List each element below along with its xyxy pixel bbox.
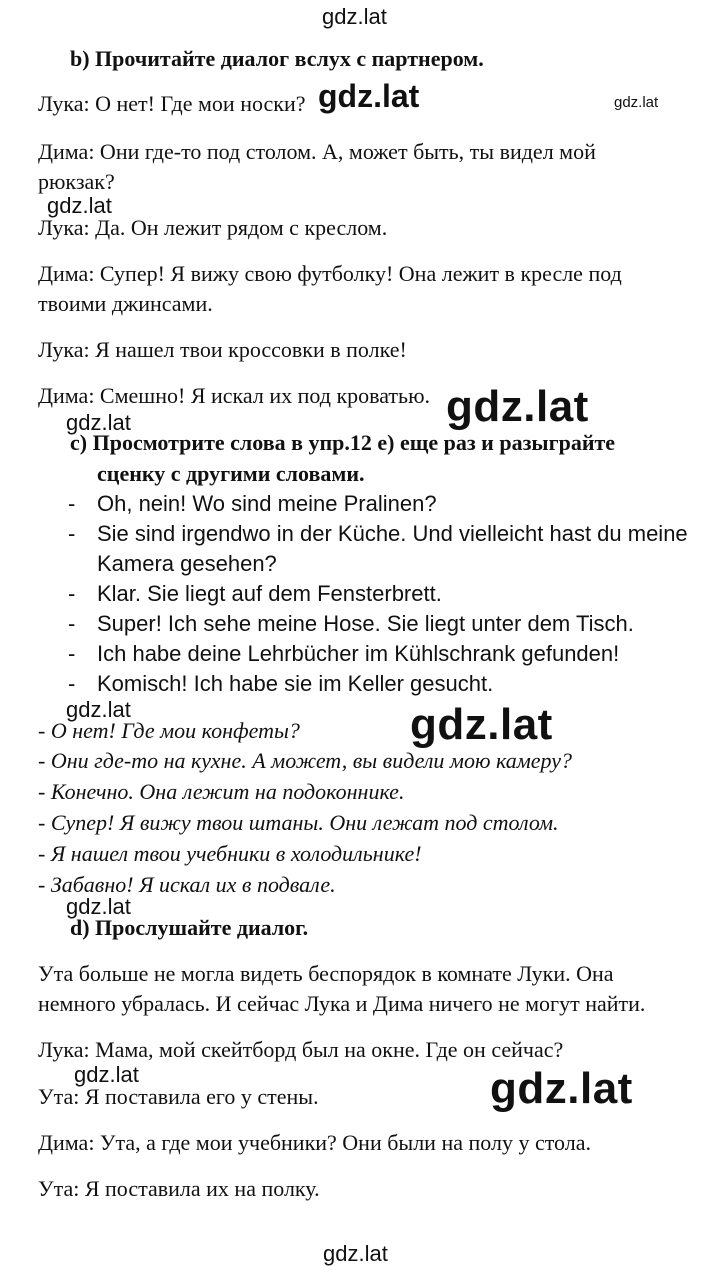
watermark-big: gdz.lat (410, 700, 553, 749)
dialog-line: Лука: Я нашел твои кроссовки в полке! (38, 337, 407, 362)
dialog-line: Ута: Я поставила его у стены. (38, 1084, 319, 1109)
russian-translation-line: - Я нашел твои учебники в холодильнике! (38, 841, 422, 866)
russian-translation-line: - О нет! Где мои конфеты? (38, 718, 300, 743)
dialog-line: Дима: Смешно! Я искал их под кроватью. (38, 383, 431, 408)
german-line: Sie sind irgendwo in der Küche. Und vielleicht hast du meine (97, 521, 688, 546)
list-dash: - (68, 671, 76, 696)
german-line: Kamera gesehen? (97, 551, 277, 576)
list-dash: - (68, 521, 76, 546)
german-line: Komisch! Ich habe sie im Keller gesucht. (97, 671, 494, 696)
german-line: Super! Ich sehe meine Hose. Sie liegt unter dem Tisch. (97, 611, 634, 636)
watermark-big: gdz.lat (490, 1064, 633, 1113)
list-dash: - (68, 641, 76, 666)
watermark-left: gdz.lat (47, 193, 112, 218)
russian-translation-line: - Они где-то на кухне. А может, вы видели мою камеру? (38, 748, 573, 773)
dialog-line: Дима: Ута, а где мои учебники? Они были на полу у стола. (38, 1130, 591, 1155)
dialog-line: Ута: Я поставила их на полку. (38, 1176, 320, 1201)
list-dash: - (68, 581, 76, 606)
watermark-left: gdz.lat (66, 894, 131, 919)
german-line: Oh, nein! Wo sind meine Pralinen? (97, 491, 437, 516)
narration-line: Ута больше не могла видеть беспорядок в комнате Луки. Она (38, 961, 614, 986)
dialog-line: Дима: Они где-то под столом. А, может быть, ты видел мой (38, 139, 596, 164)
section-b-heading: b) Прочитайте диалог вслух с партнером. (70, 46, 484, 71)
watermark-top: gdz.lat (322, 4, 387, 29)
dialog-line: Дима: Супер! Я вижу свою футболку! Она лежит в кресле под (38, 261, 622, 286)
watermark-big: gdz.lat (446, 382, 589, 431)
watermark-left: gdz.lat (66, 410, 131, 435)
russian-translation-line: - Забавно! Я искал их в подвале. (38, 872, 336, 897)
dialog-line: Лука: Да. Он лежит рядом с креслом. (38, 215, 388, 240)
dialog-line: рюкзак? (38, 169, 115, 194)
watermark-inline: gdz.lat (318, 78, 420, 114)
dialog-line: Лука: О нет! Где мои носки? (38, 91, 306, 116)
russian-translation-line: - Супер! Я вижу твои штаны. Они лежат под столом. (38, 810, 559, 835)
list-dash: - (68, 491, 76, 516)
section-c-heading-cont: сценку с другими словами. (97, 461, 365, 486)
german-line: Klar. Sie liegt auf dem Fensterbrett. (97, 581, 442, 606)
narration-line: немного убралась. И сейчас Лука и Дима ничего не могут найти. (38, 991, 646, 1016)
watermark-bottom: gdz.lat (323, 1241, 388, 1266)
list-dash: - (68, 611, 76, 636)
dialog-line: Лука: Мама, мой скейтборд был на окне. Где он сейчас? (38, 1037, 564, 1062)
watermark-left: gdz.lat (74, 1062, 139, 1087)
russian-translation-line: - Конечно. Она лежит на подоконнике. (38, 779, 405, 804)
german-line: Ich habe deine Lehrbücher im Kühlschrank gefunden! (97, 641, 620, 666)
watermark-left: gdz.lat (66, 697, 131, 722)
watermark-right-small: gdz.lat (614, 94, 659, 111)
section-c-heading: c) Просмотрите слова в упр.12 е) еще раз и разыграйте (70, 430, 616, 455)
dialog-line: твоими джинсами. (38, 291, 213, 316)
section-d-heading: d) Прослушайте диалог. (70, 915, 309, 940)
